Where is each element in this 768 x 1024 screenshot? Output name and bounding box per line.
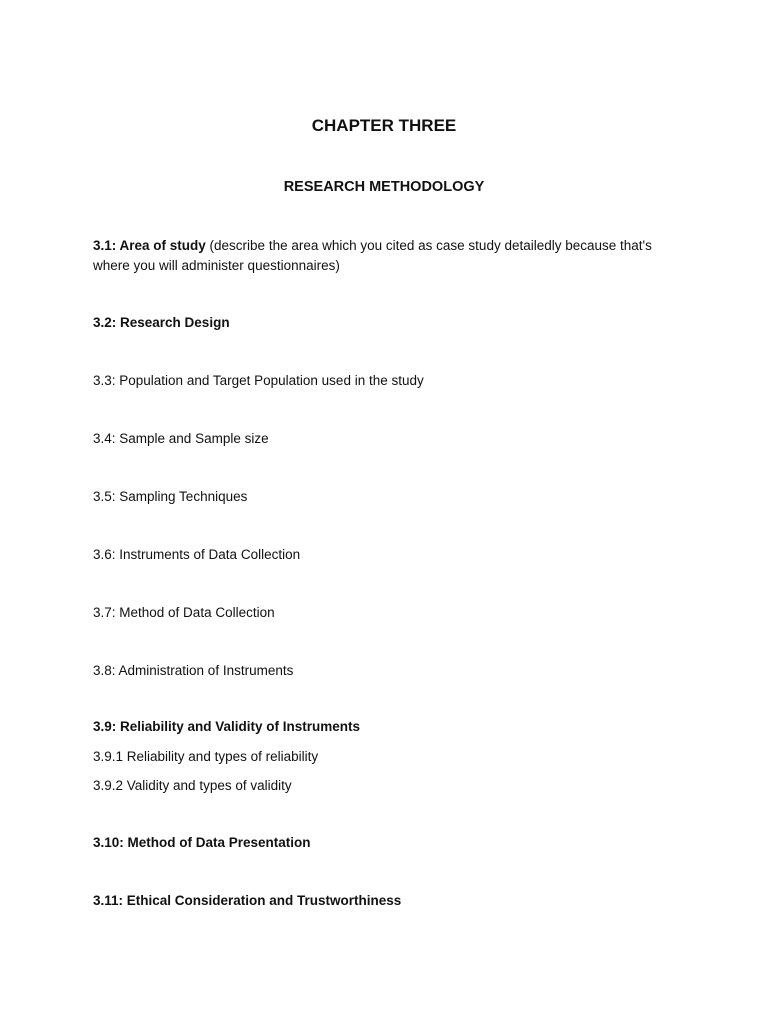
section-3-6-heading: 3.6: Instruments of Data Collection xyxy=(93,547,301,562)
section-3-4-heading: 3.4: Sample and Sample size xyxy=(93,431,269,446)
section-3-9-heading: 3.9: Reliability and Validity of Instruments xyxy=(93,719,361,734)
section-3-5-heading: 3.5: Sampling Techniques xyxy=(93,489,248,504)
section-3-11-heading: 3.11: Ethical Consideration and Trustworthiness xyxy=(93,893,402,908)
section-3-1-heading: 3.1: Area of study xyxy=(93,238,206,253)
section-3-8-heading: 3.8: Administration of Instruments xyxy=(93,663,294,678)
section-3-9-2-heading: 3.9.2 Validity and types of validity xyxy=(93,778,292,793)
section-3-3-heading: 3.3: Population and Target Population used in the study xyxy=(93,373,424,388)
chapter-subtitle: RESEARCH METHODOLOGY xyxy=(283,179,485,195)
section-3-7-heading: 3.7: Method of Data Collection xyxy=(93,605,275,620)
chapter-title: CHAPTER THREE xyxy=(311,116,457,135)
section-3-1-note: (describe the area which you cited as case study detailedly because that's where you will administer questionnaires) xyxy=(93,238,652,273)
section-3-9-1-heading: 3.9.1 Reliability and types of reliability xyxy=(93,749,319,764)
section-3-2-heading: 3.2: Research Design xyxy=(93,315,230,330)
section-3-10-heading: 3.10: Method of Data Presentation xyxy=(93,835,311,850)
section-3-1-paragraph xyxy=(93,236,683,275)
